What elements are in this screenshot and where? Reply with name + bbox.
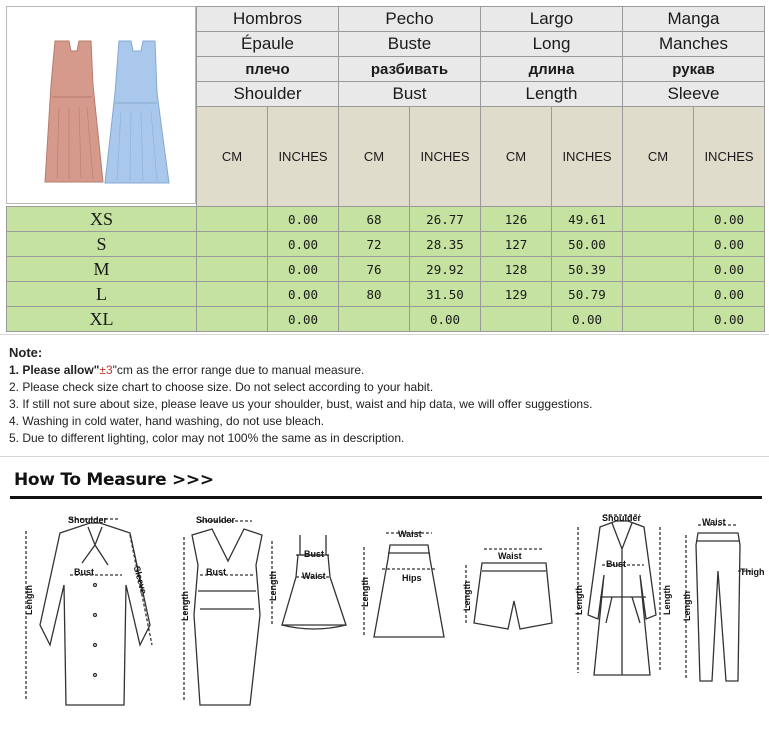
measurement-cell: 0.00 xyxy=(693,306,765,332)
cami-bust-label: Bust xyxy=(304,549,324,559)
header-cell: Manches xyxy=(622,31,765,57)
measurement-cell: 0.00 xyxy=(267,206,339,232)
unit-header-cell: CM xyxy=(480,106,552,207)
unit-header-cell: INCHES xyxy=(409,106,481,207)
measurement-cell: 0.00 xyxy=(267,231,339,257)
measurement-cell: 0.00 xyxy=(693,281,765,307)
note-line-3: 3. If still not sure about size, please leave us your shoulder, bust, waist and hip data, we will offer suggestions. xyxy=(9,397,593,411)
measurement-cell: 128 xyxy=(480,256,552,282)
blue-dress-image xyxy=(105,41,169,183)
measurement-cell xyxy=(338,306,410,332)
header-cell: разбивать xyxy=(338,56,481,82)
header-cell: Hombros xyxy=(196,6,339,32)
measurement-cell xyxy=(622,206,694,232)
measurement-cell: 129 xyxy=(480,281,552,307)
measurement-cell xyxy=(196,281,268,307)
note-line-2: 2. Please check size chart to choose size. Do not select according to your habit. xyxy=(9,380,434,394)
shirt-shoulder-label: Shoulder xyxy=(68,515,108,525)
coat-figure xyxy=(578,515,660,675)
measurement-cell: 0.00 xyxy=(267,306,339,332)
pants-waist-label: Waist xyxy=(702,517,726,527)
measurement-cell: 50.39 xyxy=(551,256,623,282)
shirt-figure xyxy=(26,519,152,705)
measurement-cell: 76 xyxy=(338,256,410,282)
shirt-bust-label: Bust xyxy=(74,567,94,577)
size-label-cell: L xyxy=(6,281,197,307)
measurement-cell: 28.35 xyxy=(409,231,481,257)
header-cell: Manga xyxy=(622,6,765,32)
note-line-5: 5. Due to different lighting, color may not 100% the same as in description. xyxy=(9,431,405,445)
size-label-cell: XL xyxy=(6,306,197,332)
vest-figure xyxy=(184,521,262,705)
divider xyxy=(0,456,769,457)
arrows-icon: >>> xyxy=(171,470,214,490)
shorts-figure xyxy=(466,549,552,629)
measurement-cell: 0.00 xyxy=(693,206,765,232)
notes-section xyxy=(9,344,592,447)
measurement-cell: 127 xyxy=(480,231,552,257)
coat-shoulder-label: Shoulder xyxy=(602,513,642,523)
measure-illustrations xyxy=(0,505,769,739)
measurement-cell xyxy=(480,306,552,332)
header-cell: Bust xyxy=(338,81,481,107)
divider xyxy=(0,334,769,335)
dress-illustration xyxy=(7,7,195,203)
measurement-cell: 80 xyxy=(338,281,410,307)
vest-shoulder-label: Shoulder xyxy=(196,515,236,525)
notes-title: Note: xyxy=(9,345,43,360)
shorts-length-label: Length xyxy=(462,581,472,611)
measurement-cell: 0.00 xyxy=(267,281,339,307)
skirt-length-label: Length xyxy=(360,577,370,607)
unit-header-cell: CM xyxy=(338,106,410,207)
header-cell: Largo xyxy=(480,6,623,32)
size-label-cell: S xyxy=(6,231,197,257)
unit-header-cell: INCHES xyxy=(551,106,623,207)
unit-header-cell: INCHES xyxy=(267,106,339,207)
coat-sleeve-length-label: Length xyxy=(662,585,672,615)
how-to-measure-heading xyxy=(14,470,214,490)
header-cell: Épaule xyxy=(196,31,339,57)
shorts-waist-label: Waist xyxy=(498,551,522,561)
header-cell: рукав xyxy=(622,56,765,82)
note-1-bold: 1. Please allow" xyxy=(9,363,100,377)
size-label-cell: M xyxy=(6,256,197,282)
note-line-1 xyxy=(9,362,592,379)
header-cell: Pecho xyxy=(338,6,481,32)
note-line-4: 4. Washing in cold water, hand washing, do not use bleach. xyxy=(9,414,325,428)
measurement-cell: 0.00 xyxy=(693,231,765,257)
note-1-tolerance: ±3 xyxy=(99,363,113,377)
note-1-rest: "cm as the error range due to manual measure. xyxy=(112,363,365,377)
header-cell: Buste xyxy=(338,31,481,57)
heading-underline xyxy=(10,496,762,499)
measurement-cell: 26.77 xyxy=(409,206,481,232)
measurement-cell: 68 xyxy=(338,206,410,232)
skirt-waist-label: Waist xyxy=(398,529,422,539)
unit-header-cell: CM xyxy=(196,106,268,207)
coat-length-label: Length xyxy=(574,585,584,615)
header-cell: Length xyxy=(480,81,623,107)
vest-bust-label: Bust xyxy=(206,567,226,577)
measurement-cell xyxy=(196,256,268,282)
measurement-cell: 126 xyxy=(480,206,552,232)
vest-length-label: Length xyxy=(180,591,190,621)
unit-header-cell: CM xyxy=(622,106,694,207)
skirt-hips-label: Hips xyxy=(402,573,422,583)
pants-thigh-label: Thigh xyxy=(740,567,765,577)
measurement-cell: 0.00 xyxy=(267,256,339,282)
measurement-cell xyxy=(622,231,694,257)
measurement-cell: 72 xyxy=(338,231,410,257)
shirt-length-label: Length xyxy=(24,585,34,615)
cami-waist-label: Waist xyxy=(302,571,326,581)
header-cell: длина xyxy=(480,56,623,82)
product-photo xyxy=(6,6,196,204)
header-cell: Sleeve xyxy=(622,81,765,107)
measurement-cell: 50.00 xyxy=(551,231,623,257)
measurement-cell: 49.61 xyxy=(551,206,623,232)
measurement-cell: 50.79 xyxy=(551,281,623,307)
cami-length-label: Length xyxy=(268,571,278,601)
pants-figure xyxy=(686,525,752,681)
measurement-cell xyxy=(622,256,694,282)
unit-header-cell: INCHES xyxy=(693,106,765,207)
measurement-cell xyxy=(196,306,268,332)
shirt-sleeve-label: Sleeve xyxy=(131,564,149,596)
skirt-figure xyxy=(364,533,444,637)
coat-bust-label: Bust xyxy=(606,559,626,569)
measurement-cell: 31.50 xyxy=(409,281,481,307)
header-cell: Shoulder xyxy=(196,81,339,107)
measurement-cell: 29.92 xyxy=(409,256,481,282)
size-label-cell: XS xyxy=(6,206,197,232)
measurement-cell: 0.00 xyxy=(551,306,623,332)
measurement-cell: 0.00 xyxy=(693,256,765,282)
measurement-cell: 0.00 xyxy=(409,306,481,332)
measurement-cell xyxy=(196,206,268,232)
header-cell: плечо xyxy=(196,56,339,82)
pants-length-label: Length xyxy=(682,591,692,621)
header-cell: Long xyxy=(480,31,623,57)
measurement-cell xyxy=(196,231,268,257)
how-to-measure-title: How To Measure xyxy=(14,470,167,490)
measurement-cell xyxy=(622,281,694,307)
measurement-cell xyxy=(622,306,694,332)
pink-dress-image xyxy=(45,41,103,182)
